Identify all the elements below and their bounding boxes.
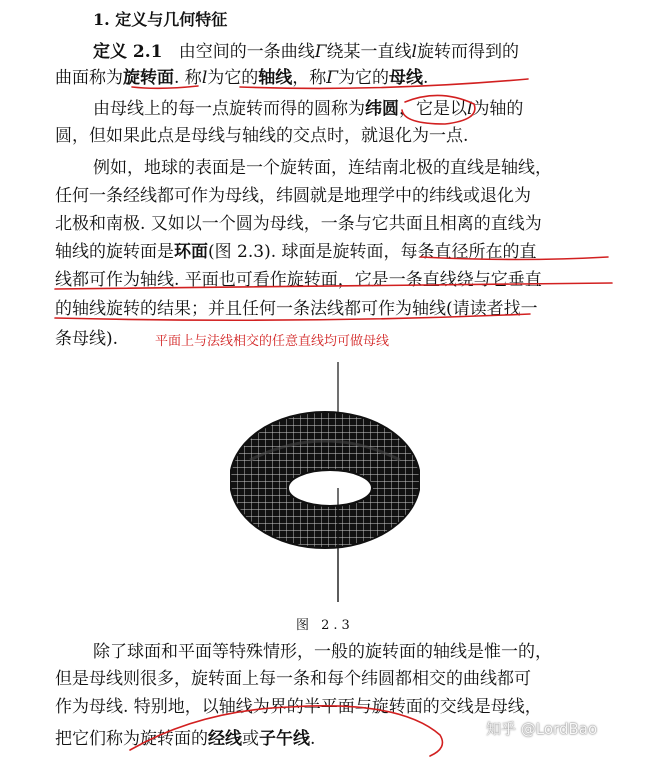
example-line-4: 轴线的旋转面是环面(图 2.3). 球面是旋转面，每条直径所在的直 (55, 242, 537, 262)
closing-line-1: 除了球面和平面等特殊情形，一般的旋转面的轴线是惟一的， (93, 642, 552, 662)
term-meridian: 经线 (208, 729, 242, 749)
example-line-5: 线都可作为轴线. 平面也可看作旋转面，它是一条直线绕与它垂直 (55, 270, 542, 290)
term-generatrix: 母线 (389, 68, 424, 88)
example-line-2: 任何一条经线都可作为母线，纬圆就是地理学中的纬线或退化为 (55, 186, 531, 206)
torus-figure (230, 362, 420, 602)
def-line-1: 定义 2.1 由空间的一条曲线Γ绕某一直线l旋转而得到的 (93, 42, 519, 62)
term-parallel: 纬圆 (365, 99, 399, 119)
example-line-1: 例如，地球的表面是一个旋转面，连结南北极的直线是轴线， (93, 158, 552, 178)
paragraph-parallel-1: 由母线上的每一点旋转而得的圆称为纬圆，它是以l为轴的 (93, 99, 524, 119)
closing-line-3: 作为母线. 特别地，以轴线为界的半平面与旋转面的交线是母线， (55, 697, 542, 717)
torus-hole (288, 470, 372, 506)
closing-line-4: 把它们称为旋转面的经线或子午线. (55, 729, 316, 749)
term-surface: 旋转面 (123, 68, 174, 88)
paragraph-parallel-2: 圆，但如果此点是母线与轴线的交点时，就退化为一点. (55, 126, 469, 146)
example-line-7: 条母线). (55, 329, 119, 349)
term-meridian-alt: 子午线 (259, 729, 310, 749)
term-axis: 轴线 (258, 68, 293, 88)
handwritten-annotation: 平面上与法线相交的任意直线均可做母线 (155, 334, 390, 349)
term-torus: 环面 (174, 242, 208, 262)
watermark: 知乎 @LordBao (486, 720, 598, 738)
closing-line-2: 但是母线则很多，旋转面上每一条和每个纬圆都相交的曲线都可 (55, 669, 531, 689)
example-line-6: 的轴线旋转的结果；并且任何一条法线都可作为轴线(请读者找一 (55, 299, 538, 319)
definition-label: 定义 2.1 (93, 42, 163, 62)
section-title: 1. 定义与几何特征 (93, 10, 228, 29)
def-line-2: 曲面称为旋转面. 称l为它的轴线，称Γ为它的母线. (55, 68, 429, 88)
figure-caption: 图 2.3 (296, 618, 354, 633)
example-line-3: 北极和南极. 又如以一个圆为母线，一条与它共面且相离的直线为 (55, 214, 542, 234)
